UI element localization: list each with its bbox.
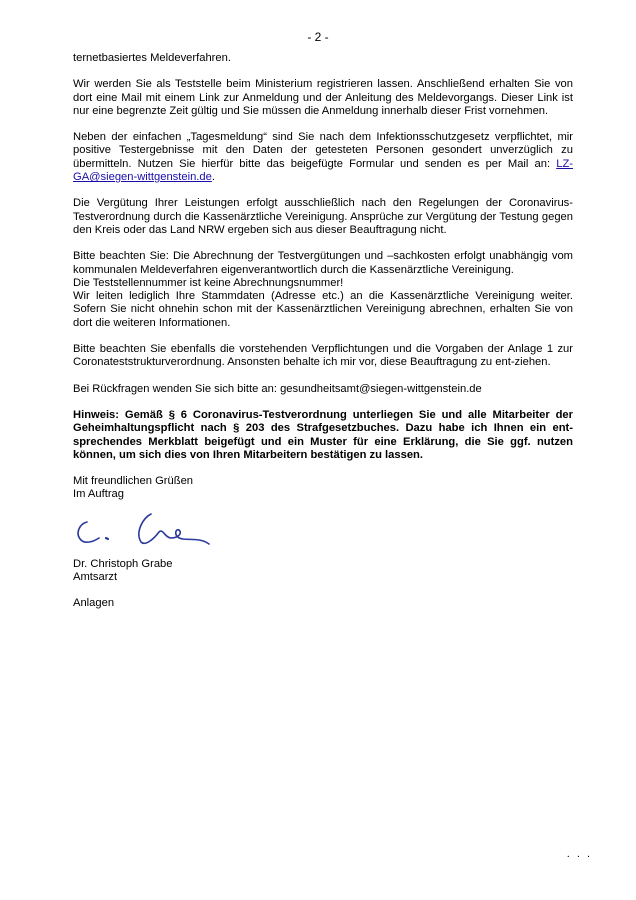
paragraph-positive-results bbox=[73, 131, 573, 184]
billing-line-1: Bitte beachten Sie: Die Abrechnung der Testvergütungen und –sachkosten erfolgt unabhängig vom kommunalen Meldeverfahren eigenverantwortlich durch die Kassenärztliche Vereinigung. bbox=[73, 250, 573, 276]
email-link-lz-ga[interactable]: LZ-GA@siegen-wittgenstein.de bbox=[73, 157, 573, 184]
signature-graphic bbox=[73, 508, 213, 550]
paragraph-continuation: ternetbasiertes Meldeverfahren. bbox=[73, 52, 231, 64]
closing-on-behalf: Im Auftrag bbox=[73, 488, 124, 501]
paragraph-remuneration: Die Vergütung Ihrer Leistungen erfolgt ausschließlich nach den Regelungen der Coronavirus-Testverordnung durch die Kassenärztliche Vereinigung. Ansprüche zur Vergütung der Testung gegen den Kreis oder das Land NRW ergeben sich aus dieser Beauftragung nicht. bbox=[73, 197, 573, 236]
signatory-title: Amtsarzt bbox=[73, 571, 118, 584]
paragraph-confidentiality-notice: Hinweis: Gemäß § 6 Coronavirus-Testverordnung unterliegen Sie und alle Mitarbeiter der Geheimhaltungspflicht nach § 203 des Strafgesetzbuches. Dazu habe ich Ihnen ein ent-sprechendes Merkblatt beigefügt und ein Muster für eine Erklärung, die Sie ggf. nutzen können, um sich dies von Ihren Mitarbeitern bestätigen zu lassen. bbox=[73, 408, 573, 461]
letter-body bbox=[73, 52, 573, 611]
page-number: - 2 - bbox=[307, 30, 329, 44]
closing-block bbox=[73, 475, 573, 610]
paragraph-obligations: Bitte beachten Sie ebenfalls die vorstehenden Verpflichtungen und die Vorgaben der Anlage 1 zur Coronateststrukturverordnung. Ansonsten behalte ich mir vor, diese Beauftragung zu ent-ziehen. bbox=[73, 343, 573, 369]
paragraph-positive-results-end: . bbox=[211, 171, 215, 184]
closing-greeting: Mit freundlichen Grüßen bbox=[73, 475, 194, 488]
continuation-marker: . . . bbox=[566, 848, 592, 860]
paragraph-contact: Bei Rückfragen wenden Sie sich bitte an: gesundheitsamt@siegen-wittgenstein.de bbox=[73, 382, 482, 395]
signatory-name: Dr. Christoph Grabe bbox=[73, 557, 173, 570]
billing-line-3: Wir leiten lediglich Ihre Stammdaten (Adresse etc.) an die Kassenärztliche Vereinigung weiter. Sofern Sie nicht ohnehin schon mit der Kassenärztlichen Vereinigung abrechnen, erhalten Sie von dort die weiteren Informationen. bbox=[73, 290, 573, 329]
billing-line-2: Die Teststellennummer ist keine Abrechnungsnummer! bbox=[73, 276, 344, 289]
paragraph-registration: Wir werden Sie als Teststelle beim Ministerium registrieren lassen. Anschließend erhalten Sie von dort eine Mail mit einem Link zur Anmeldung und der Anleitung des Meldevorgangs. Dieser Link ist nur eine begrenzte Zeit gültig und Sie müssen die Anmeldung innerhalb dieser Frist vornehmen. bbox=[73, 78, 573, 117]
paragraph-billing bbox=[73, 250, 573, 330]
paragraph-positive-results-text: Neben der einfachen „Tagesmeldung“ sind Sie nach dem Infektionsschutzgesetz verpflichtet, mir positive Testergebnisse mit den Daten der getesteten Personen gesondert unverzüglich zu übermitteln. Nutzen Sie hierfür bitte das beigefügte Formular und senden es per Mail an: bbox=[73, 131, 573, 170]
handwritten-signature bbox=[73, 508, 573, 550]
attachments-label: Anlagen bbox=[73, 597, 115, 610]
